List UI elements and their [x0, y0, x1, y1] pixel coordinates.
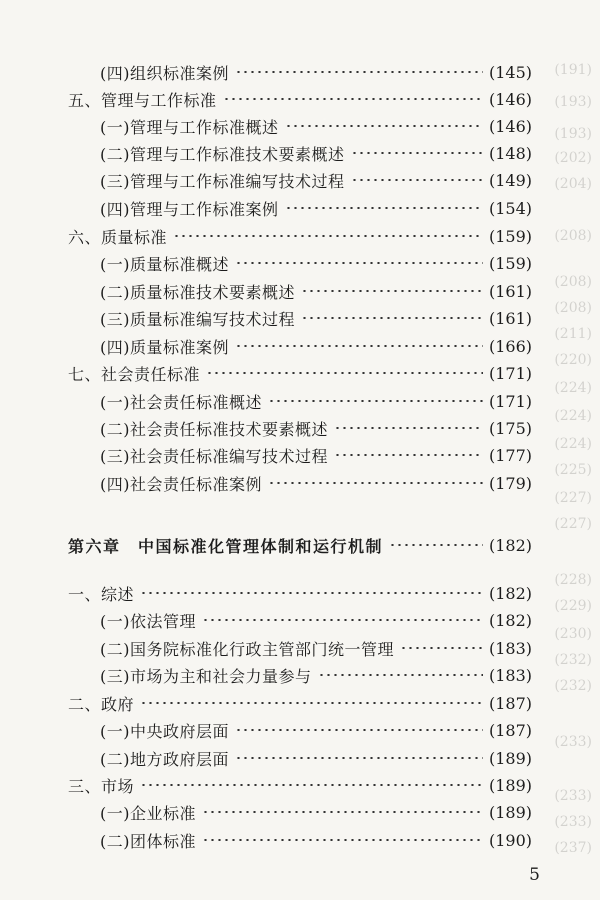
toc-entry-page: (189): [488, 802, 532, 822]
toc-section: [0, 84, 600, 114]
toc-section-page: (171): [488, 363, 532, 383]
dot-leader: [285, 207, 483, 209]
dot-leader: [235, 345, 483, 347]
bleed-through-text: (191) (193) (193) (202) (204) (208) (208) (208) (211) (220) (224) (224) (224) (225) (227) (227) (228) (229) (230) (232) (232) (233) (233) (233) (237): [554, 62, 592, 856]
toc-section-title: 七、社会责任标准: [68, 364, 201, 384]
toc-entry: [0, 413, 600, 443]
dot-leader: [334, 427, 483, 429]
toc-entry-title: (一)企业标准: [100, 803, 196, 823]
toc-section-title: 三、市场: [68, 776, 135, 796]
toc-entry-page: (175): [488, 418, 532, 438]
toc-entry-page: (179): [488, 473, 532, 493]
toc-entry-page: (161): [488, 281, 532, 301]
toc-entry: [0, 303, 600, 333]
toc-entry-title: (三)管理与工作标准编写技术过程: [100, 171, 345, 191]
toc-entry-page: (189): [488, 748, 532, 768]
toc-section-title: 五、管理与工作标准: [68, 90, 217, 110]
toc-entry-title: (二)地方政府层面: [100, 749, 229, 769]
toc-entry: [0, 660, 600, 690]
dot-leader: [202, 619, 483, 621]
toc-entry-title: (二)管理与工作标准技术要素概述: [100, 144, 345, 164]
dot-leader: [301, 317, 483, 319]
toc-entry-page: (183): [488, 638, 532, 658]
toc-chapter: [0, 530, 600, 560]
dot-leader: [235, 71, 483, 73]
toc-entry-title: (二)质量标准技术要素概述: [100, 282, 295, 302]
toc-entry: [0, 57, 600, 87]
dot-leader: [223, 98, 483, 100]
dot-leader: [334, 454, 483, 456]
toc-section-page: (182): [488, 583, 532, 603]
dot-leader: [301, 290, 483, 292]
toc-entry: [0, 331, 600, 361]
toc-entry-title: (四)质量标准案例: [100, 337, 229, 357]
toc-section: [0, 221, 600, 251]
toc-entry-title: (三)市场为主和社会力量参与: [100, 666, 312, 686]
toc-entry-title: (二)社会责任标准技术要素概述: [100, 419, 328, 439]
toc-entry-title: (三)社会责任标准编写技术过程: [100, 446, 328, 466]
toc-section-title: 六、质量标准: [68, 227, 168, 247]
dot-leader: [140, 592, 483, 594]
toc-entry-title: (一)社会责任标准概述: [100, 392, 262, 412]
page-number: 5: [529, 865, 540, 885]
dot-leader: [400, 647, 483, 649]
toc-entry-title: (四)组织标准案例: [100, 63, 229, 83]
toc-entry: [0, 165, 600, 195]
toc-entry: [0, 111, 600, 141]
dot-leader: [206, 372, 483, 374]
toc-entry: [0, 276, 600, 306]
toc-entry: [0, 743, 600, 773]
dot-leader: [268, 400, 483, 402]
toc-entry-page: (182): [488, 610, 532, 630]
toc-entry: [0, 605, 600, 635]
toc-chapter-title: 第六章 中国标准化管理体制和运行机制: [68, 536, 384, 556]
toc-section-page: (146): [488, 89, 532, 109]
toc-entry: [0, 468, 600, 498]
toc-section-page: (187): [488, 693, 532, 713]
toc-entry-title: (四)社会责任标准案例: [100, 474, 262, 494]
toc-entry-page: (183): [488, 665, 532, 685]
toc-entry-page: (148): [488, 143, 532, 163]
dot-leader: [140, 702, 483, 704]
dot-leader: [173, 235, 483, 237]
dot-leader: [202, 811, 483, 813]
toc-entry-page: (154): [488, 198, 532, 218]
toc-entry-page: (177): [488, 445, 532, 465]
toc-section: [0, 578, 600, 608]
dot-leader: [140, 784, 483, 786]
dot-leader: [318, 674, 483, 676]
toc-section: [0, 688, 600, 718]
toc-entry-title: (一)依法管理: [100, 611, 196, 631]
toc-entry-title: (二)国务院标准化行政主管部门统一管理: [100, 639, 394, 659]
dot-leader: [235, 757, 483, 759]
dot-leader: [235, 262, 483, 264]
toc-entry-page: (159): [488, 253, 532, 273]
toc-entry: [0, 797, 600, 827]
toc-entry-page: (190): [488, 830, 532, 850]
toc-entry-title: (四)管理与工作标准案例: [100, 199, 279, 219]
toc-chapter-page: (182): [488, 535, 532, 555]
toc-entry-page: (171): [488, 391, 532, 411]
toc-entry: [0, 715, 600, 745]
dot-leader: [202, 839, 483, 841]
toc-entry-page: (161): [488, 308, 532, 328]
toc-entry-title: (二)团体标准: [100, 831, 196, 851]
dot-leader: [351, 179, 483, 181]
toc-entry-page: (146): [488, 116, 532, 136]
toc-entry-title: (一)管理与工作标准概述: [100, 117, 279, 137]
toc-entry-page: (145): [488, 62, 532, 82]
toc-section: [0, 358, 600, 388]
toc-section-page: (189): [488, 775, 532, 795]
toc-entry-title: (三)质量标准编写技术过程: [100, 309, 295, 329]
toc-entry: [0, 386, 600, 416]
toc-entry-page: (187): [488, 720, 532, 740]
toc-entry: [0, 825, 600, 855]
toc-entry: [0, 633, 600, 663]
dot-leader: [351, 152, 483, 154]
toc-entry-page: (166): [488, 336, 532, 356]
toc-section-title: 一、综述: [68, 584, 135, 604]
toc-entry: [0, 193, 600, 223]
toc-entry-title: (一)质量标准概述: [100, 254, 229, 274]
toc-entry: [0, 138, 600, 168]
toc-entry-page: (149): [488, 170, 532, 190]
toc-section-title: 二、政府: [68, 694, 135, 714]
dot-leader: [268, 482, 483, 484]
toc-section: [0, 770, 600, 800]
toc-entry: [0, 440, 600, 470]
dot-leader: [389, 544, 483, 546]
toc-entry-title: (一)中央政府层面: [100, 721, 229, 741]
toc-section-page: (159): [488, 226, 532, 246]
dot-leader: [235, 729, 483, 731]
toc-entry: [0, 248, 600, 278]
dot-leader: [285, 125, 483, 127]
